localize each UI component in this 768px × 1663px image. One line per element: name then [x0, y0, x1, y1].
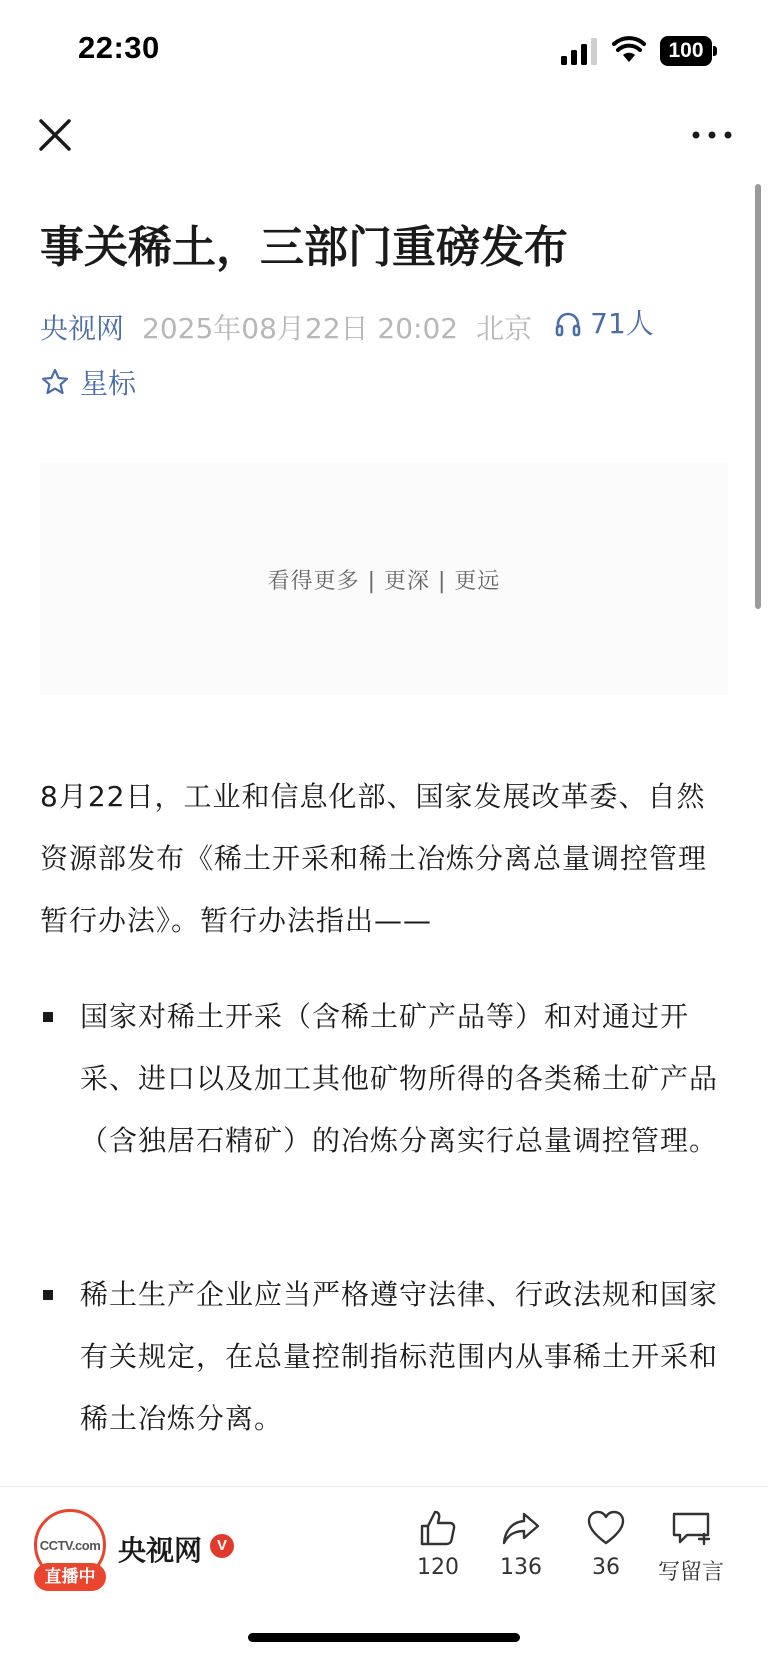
home-indicator[interactable]: [248, 1633, 520, 1642]
listener-count: 71人: [590, 307, 654, 340]
live-badge[interactable]: 直播中: [34, 1563, 106, 1591]
status-bar: [0, 0, 768, 100]
bullet-text: 稀土生产企业应当严格遵守法律、行政法规和国家有关规定，在总量控制指标范围内从事稀土开采和稀土冶炼分离。: [80, 1278, 719, 1435]
article-datetime: 2025年08月22日 20:02: [142, 312, 459, 345]
listen-button[interactable]: [554, 302, 654, 346]
like-count: 120: [417, 1555, 459, 1580]
star-button[interactable]: [40, 362, 136, 402]
list-item: [40, 1264, 730, 1450]
battery-icon: [660, 36, 718, 66]
verified-icon: V: [210, 1534, 234, 1558]
more-button[interactable]: [688, 120, 736, 150]
like-button[interactable]: [398, 1507, 478, 1580]
article-intro: 8月22日，工业和信息化部、国家发展改革委、自然资源部发布《稀土开采和稀土冶炼分离总量调控管理暂行办法》。暂行办法指出——: [40, 780, 708, 937]
star-label: 星标: [80, 367, 137, 400]
battery-tip: [713, 46, 717, 56]
bullet-marker: [43, 1290, 53, 1300]
more-icon: [688, 120, 736, 150]
favorite-button[interactable]: [566, 1507, 646, 1580]
thumbs-up-icon: [417, 1507, 459, 1549]
banner-text: 看得更多 | 更深 | 更远: [267, 568, 501, 594]
write-comment-button[interactable]: [651, 1507, 731, 1586]
scrollbar[interactable]: [755, 184, 761, 609]
favorite-count: 36: [592, 1555, 620, 1580]
star-icon: [40, 367, 70, 397]
share-count: 136: [500, 1555, 542, 1580]
article-source-link[interactable]: 央视网: [40, 312, 125, 345]
battery-level: 100: [660, 36, 712, 66]
signal-icon: [560, 38, 600, 66]
bullet-marker: [43, 1012, 53, 1022]
close-button[interactable]: [34, 114, 76, 156]
list-item: [40, 986, 730, 1172]
close-icon: [34, 114, 76, 156]
avatar-logo: CCTV.com: [39, 1537, 101, 1553]
share-icon: [500, 1507, 542, 1549]
bullet-text: 国家对稀土开采（含稀土矿产品等）和对通过开采、进口以及加工其他矿物所得的各类稀土矿产品（含独居石精矿）的冶炼分离实行总量调控管理。: [80, 1000, 719, 1157]
article-location: 北京: [476, 312, 533, 345]
article-meta: [40, 302, 740, 346]
heart-icon: [585, 1507, 627, 1549]
ad-banner[interactable]: [40, 463, 728, 695]
article-title: 事关稀土，三部门重磅发布: [40, 222, 568, 273]
headphones-icon: [554, 310, 582, 338]
author-name[interactable]: 央视网: [118, 1534, 203, 1567]
comment-icon: [670, 1507, 712, 1549]
status-time: 22:30: [78, 30, 160, 65]
write-comment-label: 写留言: [657, 1560, 724, 1585]
wifi-icon: [612, 36, 646, 64]
share-button[interactable]: [481, 1507, 561, 1580]
